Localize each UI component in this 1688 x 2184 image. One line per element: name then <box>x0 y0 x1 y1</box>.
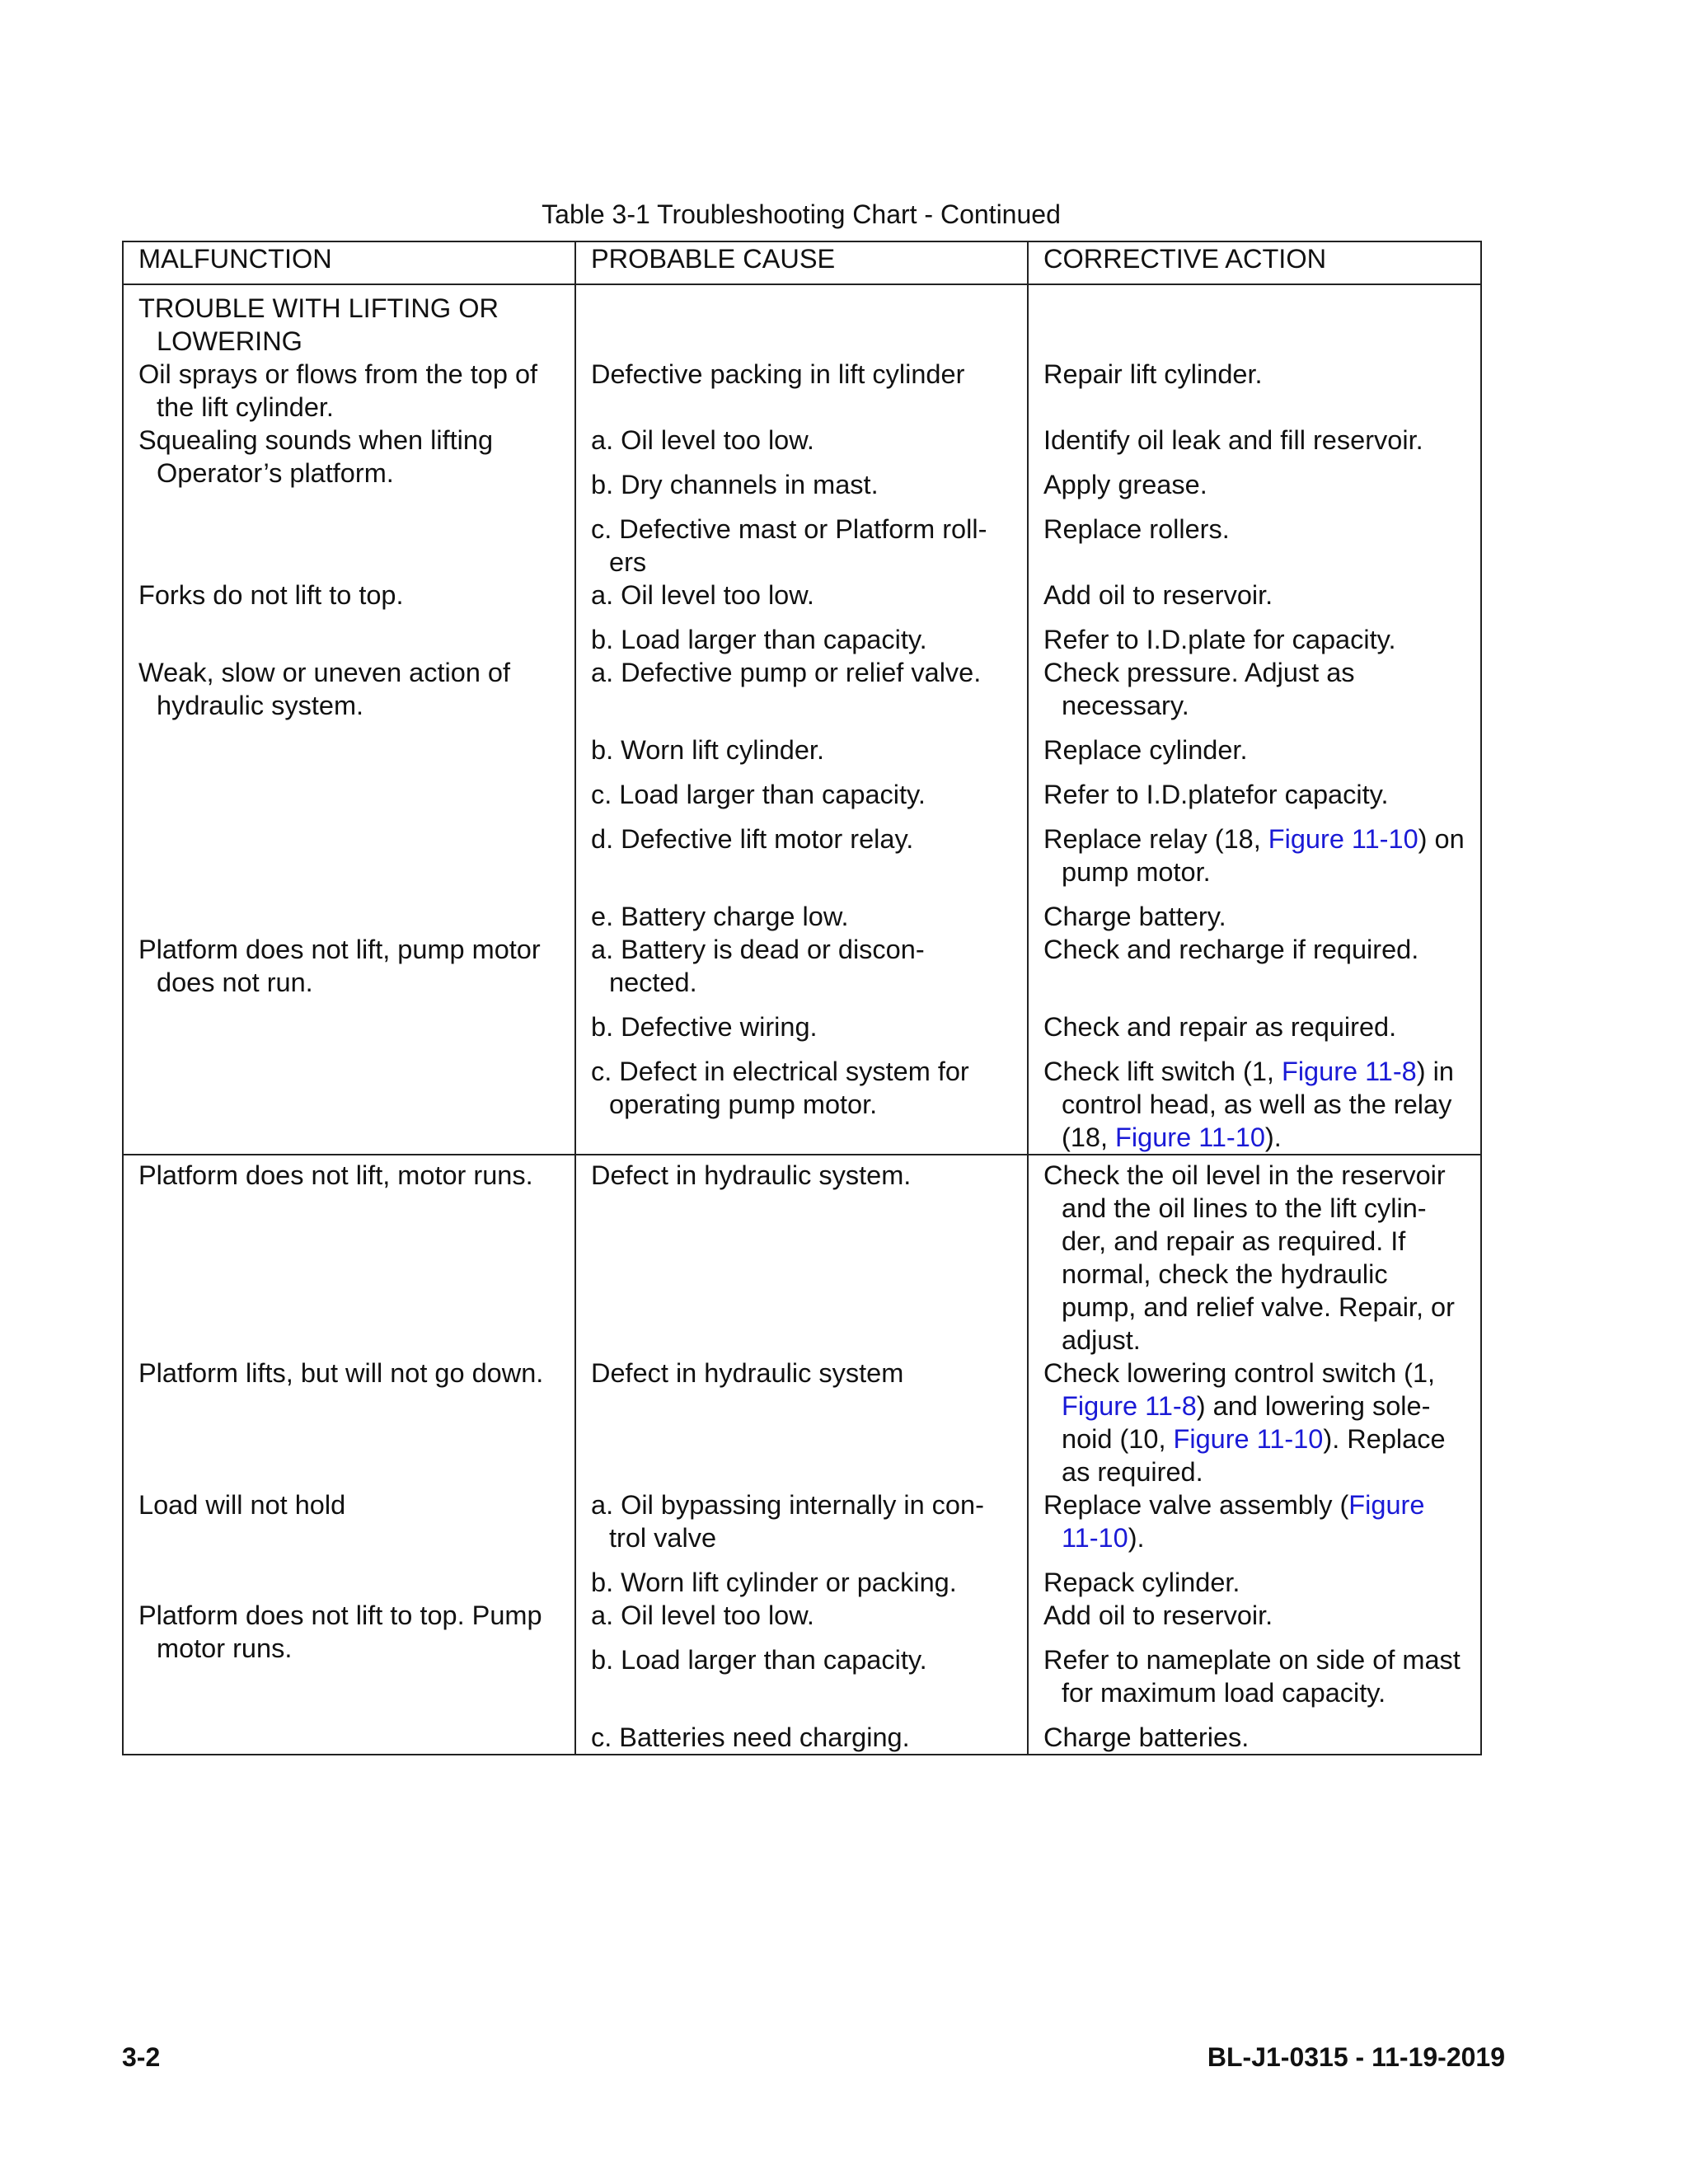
header-probable-cause: PROBABLE CAUSE <box>575 241 1028 284</box>
malfunction-cell: Platform does not lift, pump motor does not run. <box>138 935 541 997</box>
malfunction-cell: Platform does not lift, motor runs. <box>138 1160 533 1190</box>
action-text: Replace relay (18, <box>1043 824 1268 854</box>
table-row <box>123 1155 1481 1357</box>
cause-item: b. Dry channels in mast. <box>591 470 879 499</box>
cause-item: a. Battery is dead or discon-nected. <box>591 935 925 997</box>
malfunction-cell: Load will not hold <box>138 1490 346 1520</box>
action-text: ) and lowering sole-noid (10, <box>1062 1391 1431 1454</box>
action-item: Replace rollers. <box>1043 514 1230 544</box>
cause-item: a. Oil level too low. <box>591 425 814 455</box>
action-item: Check and repair as required. <box>1043 1012 1397 1042</box>
table-row <box>123 1599 1481 1755</box>
action-item: Charge batteries. <box>1043 1722 1250 1752</box>
action-item: Repack cylinder. <box>1043 1568 1240 1597</box>
malfunction-cell: Platform lifts, but will not go down. <box>138 1358 544 1388</box>
malfunction-cell: Squealing sounds when lifting Operator’s platform. <box>138 425 494 488</box>
cause-item: a. Oil bypassing internally in con-trol valve <box>591 1490 984 1553</box>
cause-item: b. Defective wiring. <box>591 1012 818 1042</box>
action-text: ). <box>1264 1122 1282 1152</box>
cause-item: b. Worn lift cylinder. <box>591 735 824 765</box>
malfunction-cell: Platform does not lift to top. Pump motor runs. <box>138 1601 542 1663</box>
figure-link[interactable]: Figure 11-10 <box>1115 1122 1265 1152</box>
cause-item: b. Worn lift cylinder or packing. <box>591 1568 957 1597</box>
action-cell: Repair lift cylinder. <box>1043 359 1263 389</box>
table-row <box>123 1488 1481 1599</box>
table-row <box>123 1357 1481 1488</box>
table-row <box>123 656 1481 933</box>
troubleshooting-table <box>122 241 1482 1755</box>
header-malfunction: MALFUNCTION <box>123 241 575 284</box>
action-item: Charge battery. <box>1043 902 1226 931</box>
cause-item: a. Defective pump or relief valve. <box>591 658 982 687</box>
action-item: Replace cylinder. <box>1043 735 1248 765</box>
cause-item: c. Batteries need charging. <box>591 1722 910 1752</box>
action-text: ). <box>1128 1523 1145 1553</box>
page-number: 3-2 <box>122 2042 161 2072</box>
action-item: Identify oil leak and fill reservoir. <box>1043 425 1423 455</box>
action-cell <box>1043 1357 1465 1488</box>
figure-link[interactable]: Figure 11-8 <box>1062 1391 1197 1421</box>
cause-item: a. Oil level too low. <box>591 580 814 610</box>
action-item-relay <box>1043 823 1465 888</box>
figure-link[interactable]: Figure 11-10 <box>1268 824 1418 854</box>
cause-item: c. Defective mast or Platform roll-ers <box>591 514 987 577</box>
action-cell: Check the oil level in the reservoir and the oil lines to the lift cylin-der, and repair as required. If normal, check the hydraulic pump, and relief valve. Repair, or adjust. <box>1043 1160 1455 1355</box>
figure-link[interactable]: Figure 11-10 <box>1062 1490 1425 1553</box>
action-item: Add oil to reservoir. <box>1043 1601 1273 1630</box>
action-item: Refer to I.D.plate for capacity. <box>1043 625 1396 654</box>
figure-link[interactable]: Figure 11-10 <box>1173 1424 1324 1454</box>
action-text: Check lift switch (1, <box>1043 1057 1282 1086</box>
table-row <box>123 579 1481 656</box>
cause-cell: Defect in hydraulic system. <box>591 1160 912 1190</box>
cause-cell: Defect in hydraulic system <box>591 1358 904 1388</box>
cause-item: d. Defective lift motor relay. <box>591 824 914 854</box>
table-header-row <box>123 241 1481 284</box>
malfunction-cell: Weak, slow or uneven action of hydraulic system. <box>138 658 511 720</box>
action-text: Replace valve assembly ( <box>1043 1490 1349 1520</box>
action-text: ). Replace as required. <box>1062 1424 1446 1487</box>
malfunction-cell: Forks do not lift to top. <box>138 580 404 610</box>
action-text: ) on pump motor. <box>1062 824 1465 887</box>
cause-item: b. Load larger than capacity. <box>591 1645 927 1675</box>
figure-link[interactable]: Figure 11-8 <box>1281 1057 1417 1086</box>
malfunction-cell: Oil sprays or flows from the top of the lift cylinder. <box>138 359 538 422</box>
table-row <box>123 424 1481 579</box>
action-item: Check and recharge if required. <box>1043 935 1419 964</box>
cause-item: c. Load larger than capacity. <box>591 780 926 809</box>
action-item: Apply grease. <box>1043 470 1207 499</box>
document-id: BL-J1-0315 - 11-19-2019 <box>1207 2042 1505 2072</box>
section-heading: TROUBLE WITH LIFTING OR LOWERING <box>138 293 499 356</box>
table-row <box>123 933 1481 1155</box>
action-item-switch <box>1043 1055 1465 1154</box>
action-item <box>1043 1488 1465 1554</box>
table-row <box>123 284 1481 358</box>
cause-item: c. Defect in electrical system for operating pump motor. <box>591 1057 969 1119</box>
cause-item: e. Battery charge low. <box>591 902 849 931</box>
table-caption: Table 3-1 Troubleshooting Chart - Continued <box>542 199 1061 229</box>
action-item: Refer to I.D.platefor capacity. <box>1043 780 1389 809</box>
action-text: ) in control head, as well as the relay (18, <box>1062 1057 1454 1152</box>
action-item: Refer to nameplate on side of mast for maximum load capacity. <box>1043 1645 1461 1708</box>
cause-item: a. Oil level too low. <box>591 1601 814 1630</box>
action-text: Check lowering control switch (1, <box>1043 1358 1436 1388</box>
action-item: Add oil to reservoir. <box>1043 580 1273 610</box>
table-row <box>123 358 1481 424</box>
cause-item: b. Load larger than capacity. <box>591 625 927 654</box>
cause-cell: Defective packing in lift cylinder <box>591 359 965 389</box>
header-corrective-action: CORRECTIVE ACTION <box>1028 241 1481 284</box>
action-item: Check pressure. Adjust as necessary. <box>1043 658 1355 720</box>
